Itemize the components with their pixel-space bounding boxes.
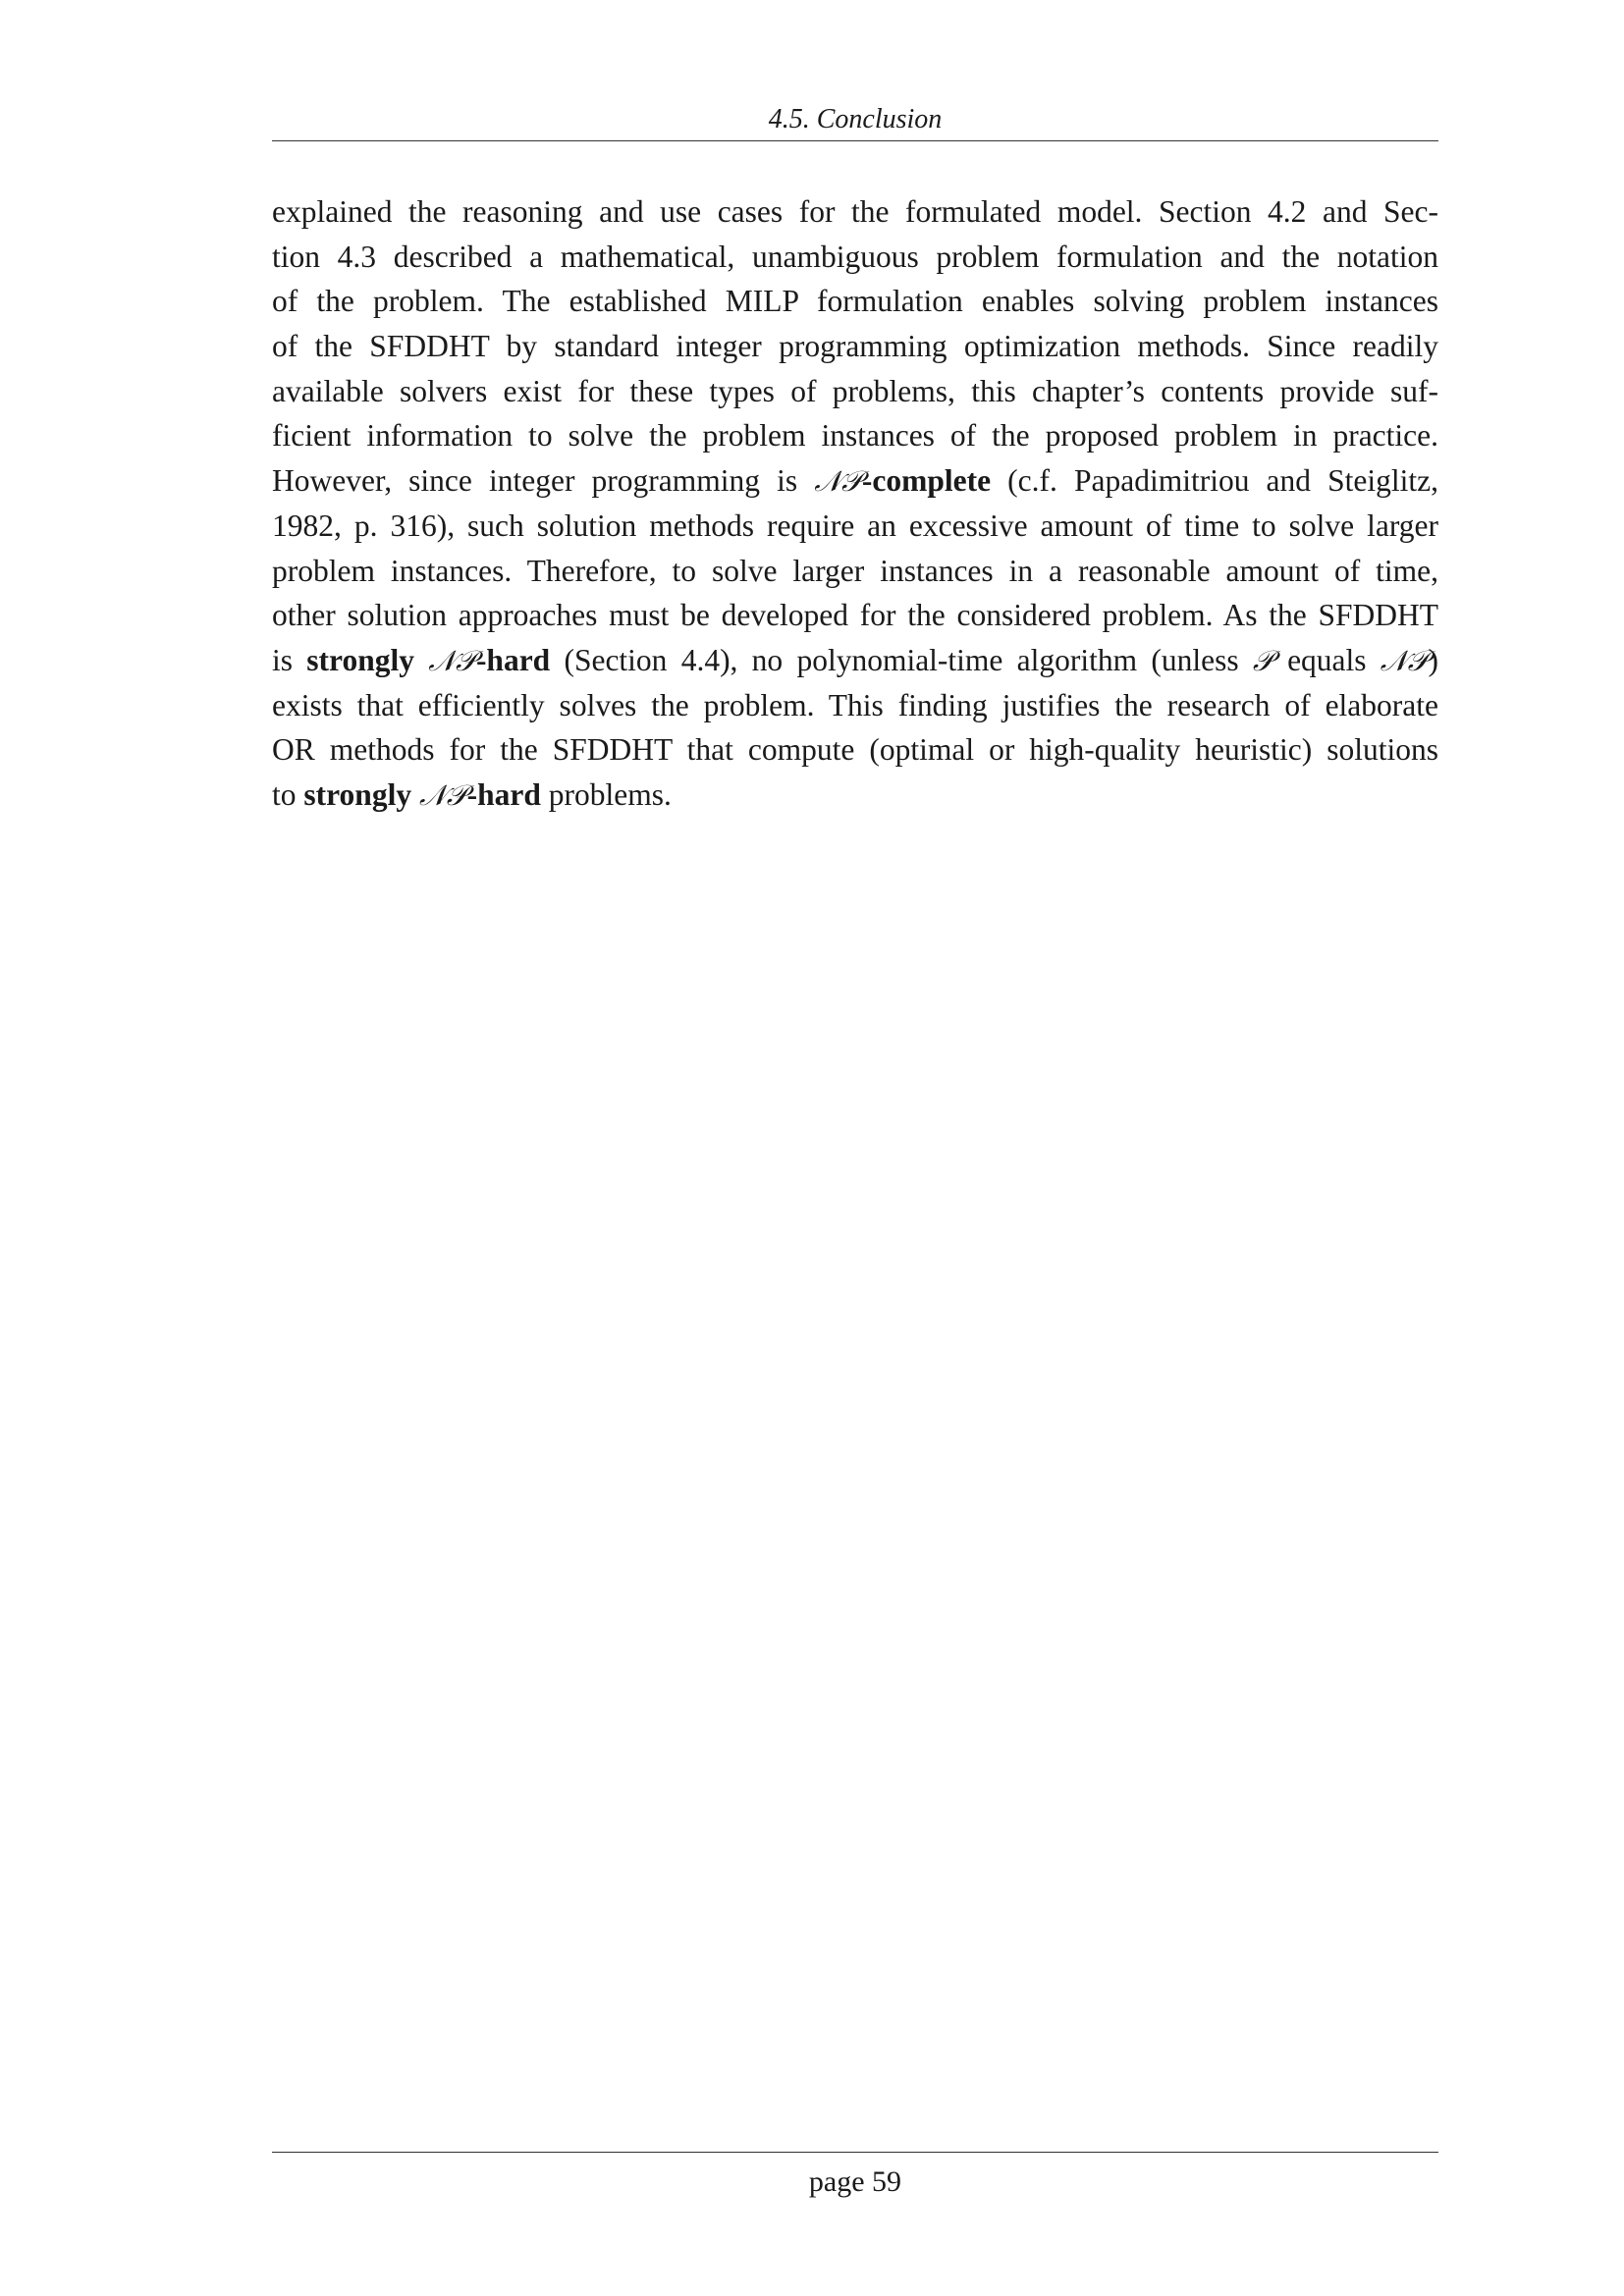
citation-text: (c.f. Papadimitriou and Steiglitz,: [991, 463, 1438, 499]
paragraph-line: of the SFDDHT by standard integer programming optimization methods. Since readily: [272, 329, 1438, 364]
emphasis-strongly: strongly: [306, 642, 414, 677]
paragraph-line: other solution approaches must be developed for the considered problem. As the SFDDHT: [272, 598, 1438, 633]
emphasis-hard: -hard: [475, 642, 551, 677]
paragraph-line: of the problem. The established MILP formulation enables solving problem instances: [272, 284, 1438, 319]
paragraph-line: [272, 773, 1438, 818]
paragraph-line: exists that efficiently solves the problem. This finding justifies the research of elaborate: [272, 687, 1438, 722]
paragraph-line: [272, 458, 1438, 504]
complexity-class-np: 𝒩𝒫: [814, 464, 862, 499]
paragraph-line: problem instances. Therefore, to solve larger instances in a reasonable amount of time,: [272, 553, 1438, 588]
body-paragraph: [272, 189, 1438, 818]
footer-rule: [272, 2152, 1438, 2153]
complexity-class-np: 𝒩𝒫: [1380, 643, 1429, 677]
line-text: is: [272, 642, 307, 677]
complexity-class-np: 𝒩𝒫: [428, 643, 476, 677]
paragraph-line: OR methods for the SFDDHT that compute (optimal or high-quality heuristic) solutions: [272, 732, 1438, 768]
paragraph-line: explained the reasoning and use cases for the formulated model. Section 4.2 and Sec-: [272, 194, 1438, 229]
emphasis-strongly: strongly: [303, 776, 412, 812]
line-text: equals: [1272, 642, 1380, 677]
paragraph-line: ficient information to solve the problem instances of the proposed problem in practice.: [272, 418, 1438, 454]
line-text: to: [272, 776, 304, 812]
emphasis-np-complete: -complete: [861, 463, 992, 499]
paragraph-line: tion 4.3 described a mathematical, unambiguous problem formulation and the notation: [272, 239, 1438, 274]
line-text: problems.: [540, 776, 672, 812]
line-text: However, since integer programming is: [272, 463, 815, 499]
running-header: 4.5. Conclusion: [768, 104, 943, 134]
emphasis-hard: -hard: [466, 776, 541, 812]
header-rule: [272, 140, 1438, 141]
paragraph-line: available solvers exist for these types of problems, this chapter’s contents provide suf-: [272, 373, 1438, 408]
complexity-class-np: 𝒩𝒫: [418, 777, 467, 812]
line-text: ): [1428, 642, 1438, 677]
line-text: (Section 4.4), no polynomial-time algorithm (unless: [550, 642, 1253, 677]
paragraph-line: 1982, p. 316), such solution methods require an excessive amount of time to solve larger: [272, 507, 1438, 543]
complexity-class-p: 𝒫: [1252, 643, 1273, 677]
paragraph-line: [272, 638, 1438, 683]
page-number: page 59: [808, 2165, 902, 2198]
